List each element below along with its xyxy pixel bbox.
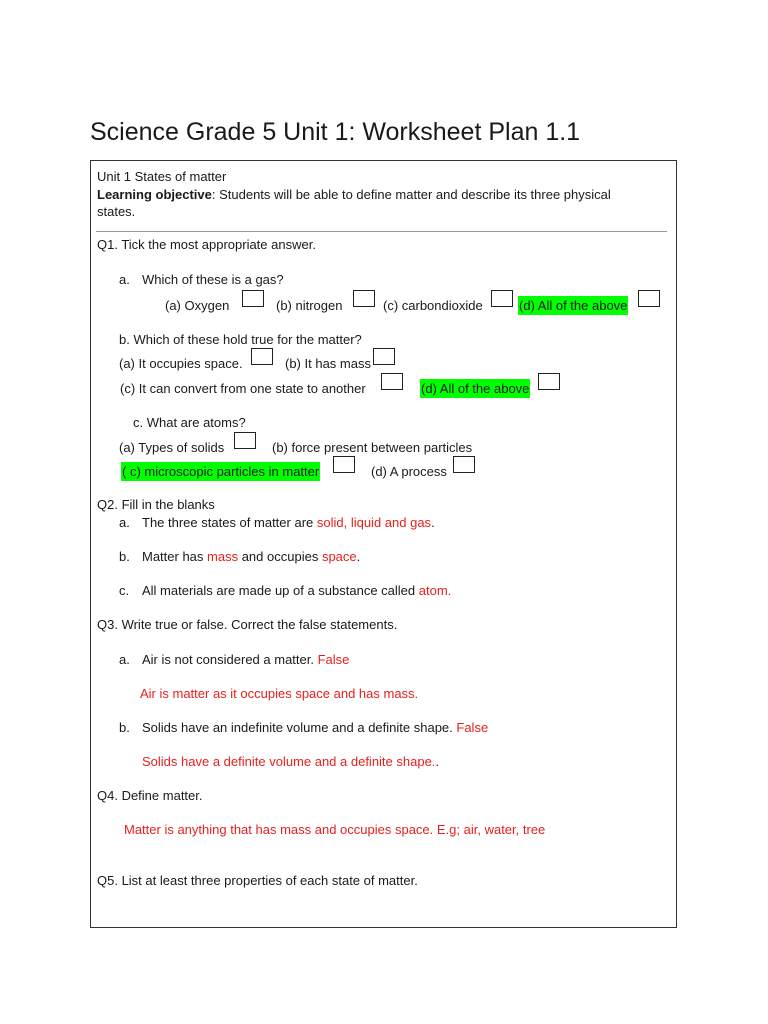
- q2a-answer: solid, liquid and gas: [316, 515, 432, 530]
- q1b-option-d: [420, 380, 530, 397]
- q1a-checkbox-a[interactable]: [242, 290, 264, 307]
- q1c-option-d: (d) A process: [371, 464, 447, 479]
- q1b-checkbox-d[interactable]: [538, 373, 560, 390]
- q3b-correction-line: [142, 753, 439, 770]
- q3b-marker: b.: [119, 720, 130, 735]
- objective-label: Learning objective: [97, 187, 212, 202]
- q2c-text: All materials are made up of a substance called: [142, 583, 419, 598]
- q1a-checkbox-b[interactable]: [353, 290, 375, 307]
- q3a-marker: a.: [119, 652, 130, 667]
- q2c-item: [142, 582, 451, 599]
- q1a-option-a: (a) Oxygen: [165, 298, 230, 313]
- q3-heading: Q3. Write true or false. Correct the false statements.: [97, 617, 398, 632]
- q1c-option-a: (a) Types of solids: [119, 440, 225, 455]
- q2a-text: The three states of matter are: [142, 515, 317, 530]
- q2-heading: Q2. Fill in the blanks: [97, 497, 215, 512]
- q3b-statement: Solids have an indefinite volume and a definite shape.: [142, 720, 457, 735]
- q4-heading: Q4. Define matter.: [97, 788, 203, 803]
- q1c-checkbox-c[interactable]: [333, 456, 355, 473]
- q3a-item: [142, 651, 349, 668]
- unit-heading: Unit 1 States of matter: [97, 169, 227, 184]
- q3b-item: [142, 719, 488, 736]
- q1a-checkbox-d[interactable]: [638, 290, 660, 307]
- q1-heading: Q1. Tick the most appropriate answer.: [97, 237, 316, 252]
- q2b-answer-1: mass: [207, 549, 239, 564]
- q3a-statement: Air is not considered a matter.: [142, 652, 318, 667]
- page-title: Science Grade 5 Unit 1: Worksheet Plan 1.1: [90, 118, 581, 146]
- q1b-option-b: (b) It has mass: [285, 356, 371, 371]
- q3b-trail: .: [435, 754, 440, 769]
- q1c-option-c-highlight: ( c) microscopic particles in matter: [122, 464, 320, 479]
- q2b-post: .: [356, 549, 361, 564]
- q2b-mid: and occupies: [238, 549, 322, 564]
- divider: [96, 231, 667, 232]
- q1a-option-c: (c) carbondioxide: [383, 298, 483, 313]
- q1b-option-a: (a) It occupies space.: [119, 356, 243, 371]
- q4-answer: Matter is anything that has mass and occupies space. E.g; air, water, tree: [124, 822, 546, 837]
- q1c-question: c. What are atoms?: [133, 415, 246, 430]
- q2b-marker: b.: [119, 549, 130, 564]
- q1a-marker: a.: [119, 272, 130, 287]
- q2b-item: [142, 548, 360, 565]
- q2a-post: .: [431, 515, 435, 530]
- q3a-answer: False: [317, 652, 350, 667]
- q1a-option-d: [518, 297, 628, 314]
- q1b-question: b. Which of these hold true for the matter?: [119, 332, 362, 347]
- q2b-text: Matter has: [142, 549, 208, 564]
- q1a-option-d-highlight: (d) All of the above: [519, 298, 628, 313]
- q1b-checkbox-c[interactable]: [381, 373, 403, 390]
- q2a-item: [142, 514, 435, 531]
- q1c-option-c: [121, 463, 320, 480]
- q1b-checkbox-b[interactable]: [373, 348, 395, 365]
- q2c-marker: c.: [119, 583, 130, 598]
- objective-text-cont: states.: [97, 204, 136, 219]
- q5-heading: Q5. List at least three properties of each state of matter.: [97, 873, 418, 888]
- q1c-checkbox-d[interactable]: [453, 456, 475, 473]
- q2c-answer: atom.: [418, 583, 452, 598]
- q1b-checkbox-a[interactable]: [251, 348, 273, 365]
- q1a-option-b: (b) nitrogen: [276, 298, 343, 313]
- q1a-checkbox-c[interactable]: [491, 290, 513, 307]
- q1c-checkbox-a[interactable]: [234, 432, 256, 449]
- q3b-correction: Solids have a definite volume and a definite shape.: [142, 754, 436, 769]
- q1c-option-b: (b) force present between particles: [272, 440, 473, 455]
- q1a-question: Which of these is a gas?: [142, 272, 284, 287]
- q3b-answer: False: [456, 720, 489, 735]
- q3a-correction: Air is matter as it occupies space and has mass.: [140, 686, 419, 701]
- q1b-option-d-highlight: (d) All of the above: [421, 381, 530, 396]
- learning-objective: [97, 186, 611, 203]
- objective-text: : Students will be able to define matter and describe its three physical: [211, 187, 611, 202]
- q1b-option-c: (c) It can convert from one state to another: [120, 381, 366, 396]
- q2b-answer-2: space: [321, 549, 357, 564]
- q2a-marker: a.: [119, 515, 130, 530]
